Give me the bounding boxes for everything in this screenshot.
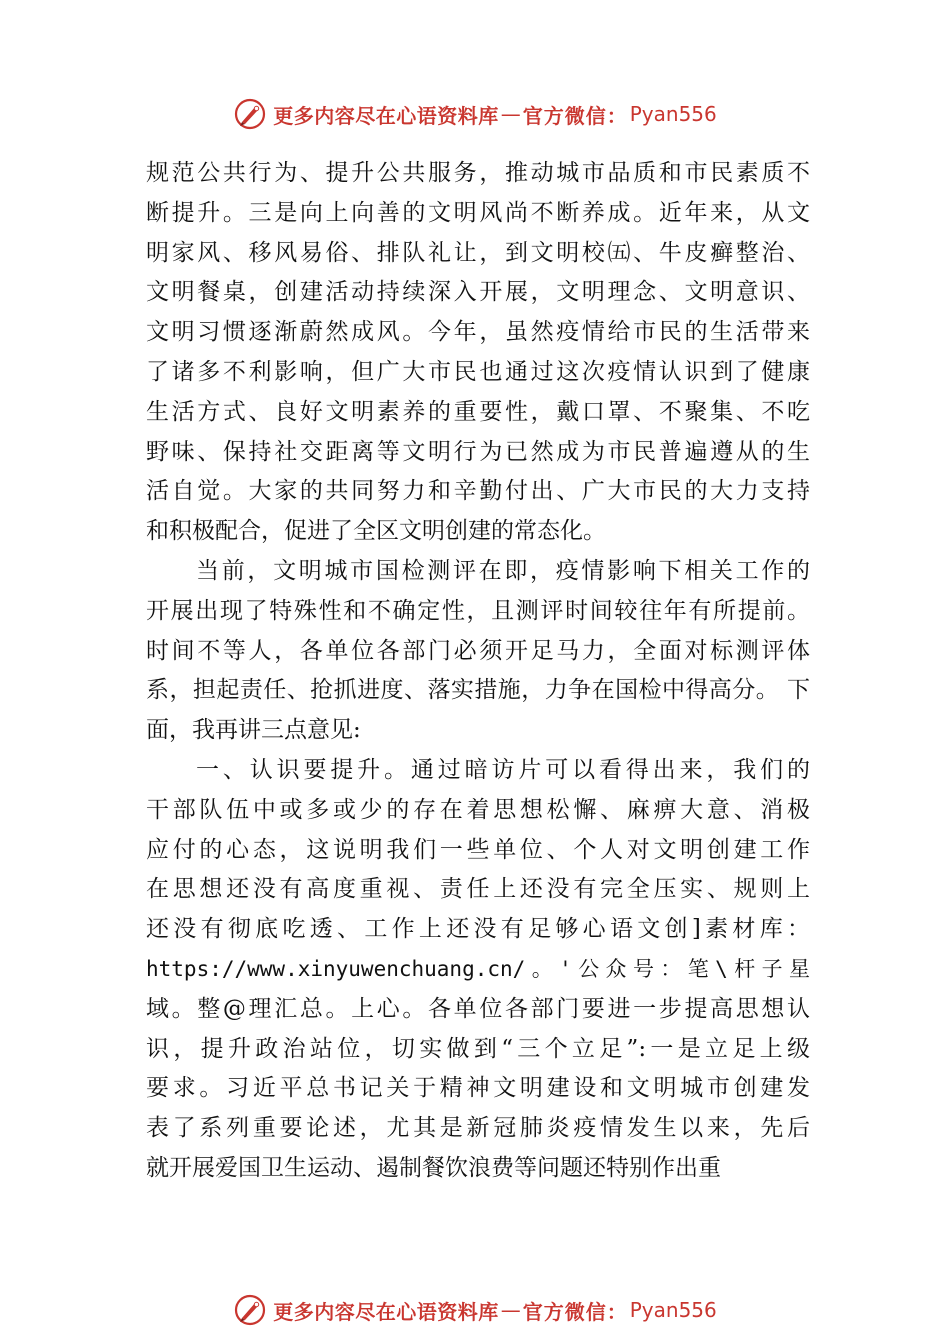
- text-line: 活自觉。大家的共同努力和辛勤付出、广大市民的大力支持: [146, 478, 810, 505]
- text-line: 在思想还没有高度重视、责任上还没有完全压实、规则上: [146, 876, 810, 903]
- header-wechat-id: Pyan556: [629, 102, 717, 126]
- text-line: 开展出现了特殊性和不确定性，且测评时间较往年有所提前。: [146, 597, 810, 624]
- text-line: 断提升。三是向上向善的文明风尚不断养成。近年来，从文: [146, 199, 810, 226]
- text-line: 规范公共行为、提升公共服务，推动城市品质和市民素质不: [146, 160, 810, 186]
- text-line: 文明习惯逐渐蔚然成风。今年，虽然疫情给市民的生活带来: [146, 319, 810, 346]
- paragraph: [146, 751, 810, 1189]
- text-line: 系，担起责任、抢抓进度、落实措施，力争在国检中得高分。 下: [146, 677, 810, 704]
- footer-wechat-id: Pyan556: [629, 1298, 717, 1322]
- text-line: 当前，文明城市国检测评在即，疫情影响下相关工作的: [196, 557, 810, 584]
- footer-brand-text: 更多内容尽在心语资料库: [273, 1299, 499, 1324]
- text-line: 野味、保持社交距离等文明行为已然成为市民普遍遵从的生: [146, 438, 810, 465]
- text-line: 识，提升政治站位，切实做到“三个立足”:一是立足上级: [146, 1035, 810, 1062]
- text-line: 域。整@理汇总。上心。各单位各部门要进一步提高思想认: [146, 995, 810, 1022]
- text-line: 一、认识要提升。通过暗访片可以看得出来，我们的: [196, 756, 810, 783]
- header-brand-text: 更多内容尽在心语资料库: [273, 103, 499, 128]
- text-line: 了诸多不利影响，但广大市民也通过这次疫情认识到了健康: [146, 358, 810, 385]
- text-line: 干部队伍中或多或少的存在着思想松懈、麻痹大意、消极: [146, 796, 810, 823]
- text-line: 面，我再讲三点意见:: [146, 717, 361, 744]
- paragraph: [146, 154, 810, 552]
- header-banner: [0, 92, 950, 136]
- header-wechat-label: 官方微信：: [522, 103, 628, 128]
- paragraph: [146, 552, 810, 751]
- text-line: 和积极配合，促进了全区文明创建的常态化。: [146, 518, 606, 545]
- pen-logo-icon: [233, 97, 267, 131]
- text-line: 还没有彻底吃透、工作上还没有足够心语文创]素材库：: [146, 916, 810, 943]
- footer-banner: [0, 1288, 950, 1332]
- text-line: 应付的心态，这说明我们一些单位、个人对文明创建工作: [146, 836, 810, 863]
- text-line: 就开展爱国卫生运动、遏制餐饮浪费等问题还特别作出重: [146, 1154, 721, 1181]
- text-line: 要求。习近平总书记关于精神文明建设和文明城市创建发: [146, 1075, 810, 1102]
- footer-dash: —: [500, 1298, 521, 1322]
- text-line: 时间不等人，各单位各部门必须开足马力，全面对标测评体: [146, 637, 810, 664]
- text-line: 生活方式、良好文明素养的重要性，戴口罩、不聚集、不吃: [146, 398, 810, 425]
- footer-wechat-label: 官方微信：: [522, 1299, 628, 1324]
- pen-logo-icon: [233, 1293, 267, 1327]
- text-line: 表了系列重要论述，尤其是新冠肺炎疫情发生以来，先后: [146, 1115, 810, 1142]
- header-dash: —: [500, 102, 521, 126]
- text-line: 文明餐桌，创建活动持续深入开展，文明理念、文明意识、: [146, 279, 810, 306]
- document-body: [146, 154, 810, 1189]
- text-line: https://www.xinyuwenchuang.cn/。'公众号：笔\杆子星: [146, 956, 810, 981]
- text-line: 明家风、移风易俗、排队礼让，到文明校㈤、牛皮癣整治、: [146, 239, 810, 266]
